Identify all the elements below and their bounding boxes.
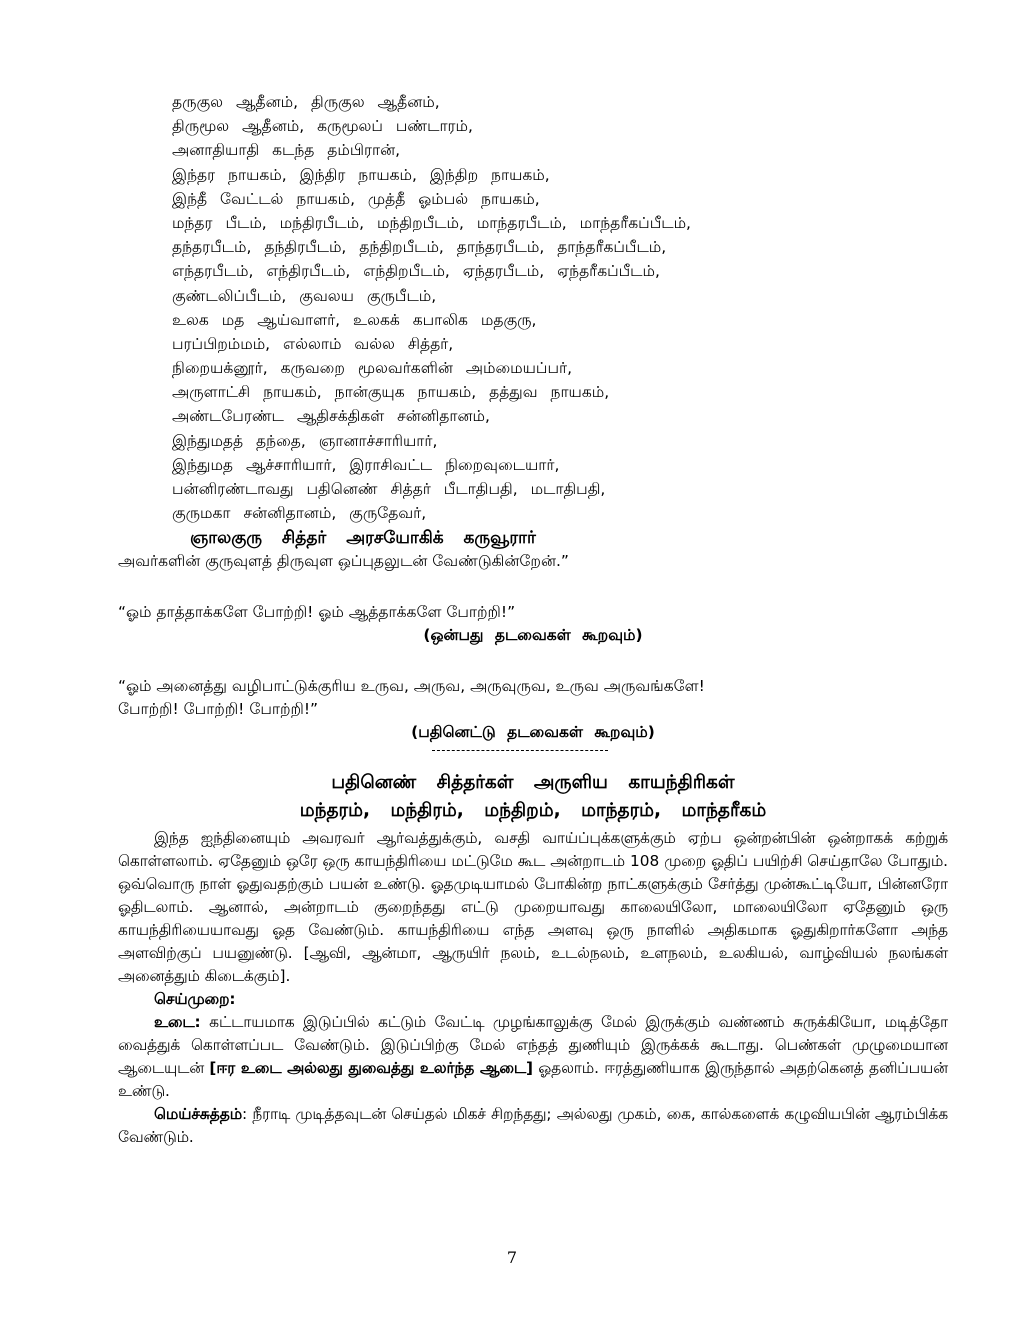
cleanliness-label: மெய்ச்சுத்தம் [154, 1105, 243, 1123]
title-line: மந்தர பீடம், மந்திரபீடம், மந்திறபீடம், மாந்தரபீடம், மாந்தரீகப்பீடம், [172, 213, 691, 232]
title-line: அருளாட்சி நாயகம், நான்குயுக நாயகம், தத்துவ நாயகம், [172, 383, 610, 402]
chant-two-note: (பதினெட்டு தடவைகள் கூறவும்) [411, 723, 655, 741]
dress-text-one: கட்டாயமாக இடுப்பில் கட்டும் வேட்டி முழங்காலுக்கு மேல் இருக்கும் வண்ணம் சுருக்கியோ, மடித்தோ வைத்துக் கொள்ளப்பட வேண்டும். இடுப்பிற்கு மேல் எந்தத் துணியும் இருக்கக் கூடாது. பெண்கள் முழுமையான ஆடையுடன் [118, 1013, 948, 1077]
title-line: உலக மத ஆய்வாளர், உலகக் கபாலிக மதகுரு, [172, 310, 537, 329]
chant-two-line-two: போற்றி! போற்றி! போற்றி!” [118, 700, 319, 718]
dress-paragraph [118, 1011, 948, 1103]
section-divider [432, 750, 608, 751]
title-line: இந்துமதத் தந்தை, ஞானாச்சாரியார், [172, 431, 438, 450]
body-text [118, 827, 948, 1149]
title-line: பன்னிரண்டாவது பதினெண் சித்தர் பீடாதிபதி, மடாதிபதி, [172, 480, 606, 498]
request-line: அவர்களின் குருவுளத் திருவுள ஒப்புதலுடன் வேண்டுகின்றேன்.” [118, 552, 569, 570]
title-line: எந்தரபீடம், எந்திரபீடம், எந்திறபீடம், ஏந்தரபீடம், ஏந்தரீகப்பீடம், [172, 262, 660, 281]
title-line: அண்டபேரண்ட ஆதிசக்திகள் சன்னிதானம், [172, 407, 490, 426]
section-subheading: மந்தரம், மந்திரம், மந்திறம், மாந்தரம், மாந்தரீகம் [299, 800, 767, 821]
title-line: குண்டலிப்பீடம், குவலய குருபீடம், [172, 286, 437, 305]
dress-label: உடை: [154, 1013, 201, 1031]
dress-emphasis: [ஈர உடை அல்லது துவைத்து உலர்ந்த ஆடை] [209, 1059, 533, 1077]
title-list [172, 90, 952, 525]
chant-one-note: (ஒன்பது தடவைகள் கூறவும்) [423, 626, 643, 644]
cleanliness-paragraph [118, 1103, 948, 1149]
title-line: குருமகா சன்னிதானம், குருதேவர், [172, 504, 427, 523]
intro-paragraph: இந்த ஐந்தினையும் அவரவர் ஆர்வத்துக்கும், வசதி வாய்ப்புக்களுக்கும் ஏற்ப ஒன்றன்பின் ஒன்றாகக் கற்றுக் கொள்ளலாம். ஏதேனும் ஒரே ஒரு காயந்திரியை மட்டுமே கூட அன்றாடம் 108 முறை ஓதிப் பயிற்சி செய்தாலே போதும். ஒவ்வொரு நாள் ஓதுவதற்கும் பயன் உண்டு. ஓதமுடியாமல் போகின்ற நாட்களுக்கும் சேர்த்து முன்கூட்டியோ, பின்னரோ ஓதிடலாம். ஆனால், அன்றாடம் குறைந்தது எட்டு முறையாவது காலையிலோ, மாலையிலோ ஏதேனும் ஒரு காயந்திரியையாவது ஓத வேண்டும். காயந்திரியை எந்த அளவு ஒரு நாளில் அதிகமாக ஓதுகிறார்களோ அந்த அளவிற்குப் பயனுண்டு. [ஆவி, ஆன்மா, ஆருயிர் நலம், உடல்நலம், உளநலம், உலகியல், வாழ்வியல் நலங்கள் அனைத்தும் கிடைக்கும்]. [118, 829, 948, 985]
title-line: அனாதியாதி கடந்த தம்பிரான், [172, 141, 401, 160]
dress-text-two: ஓதலாம். ஈரத்துணியாக இருந்தால் அதற்கெனத் தனிப்பயன் உண்டு. [118, 1059, 949, 1100]
title-line: தந்தரபீடம், தந்திரபீடம், தந்திறபீடம், தாந்தரபீடம், தாந்தரீகப்பீடம், [172, 238, 667, 257]
section-heading: பதினெண் சித்தர்கள் அருளிய காயந்திரிகள் [331, 772, 735, 793]
title-line: இந்தீ வேட்டல் நாயகம், முத்தீ ஓம்பல் நாயகம், [172, 189, 540, 208]
title-line: தருகுல ஆதீனம், திருகுல ஆதீனம், [172, 93, 440, 111]
guru-name: ஞாலகுரு சித்தர் அரசயோகிக் கருவூரார் [190, 528, 536, 548]
chant-one: “ஓம் தாத்தாக்களே போற்றி! ஓம் ஆத்தாக்களே போற்றி!” [118, 603, 516, 621]
title-line: பரப்பிறம்மம், எல்லாம் வல்ல சித்தர், [172, 334, 454, 353]
title-line: இந்துமத ஆச்சாரியார், இராசிவட்ட நிறைவுடையார், [172, 455, 560, 474]
cleanliness-text: : நீராடி முடித்தவுடன் செய்தல் மிகச் சிறந்தது; அல்லது முகம், கை, கால்களைக் கழுவியபின் ஆரம்பிக்க வேண்டும். [118, 1105, 948, 1146]
title-line: இந்தர நாயகம், இந்திர நாயகம், இந்திற நாயகம், [172, 165, 550, 184]
title-line: நிறையக்னூர், கருவறை மூலவர்களின் அம்மையப்பர், [172, 359, 573, 378]
chant-two-line-one: “ஓம் அனைத்து வழிபாட்டுக்குரிய உருவ, அருவ, அருவுருவ, உருவ அருவங்களே! [118, 677, 705, 695]
method-heading: செய்முறை: [154, 990, 236, 1008]
page-number: 7 [506, 1248, 518, 1267]
title-line: திருமூல ஆதீனம், கருமூலப் பண்டாரம், [172, 117, 473, 136]
